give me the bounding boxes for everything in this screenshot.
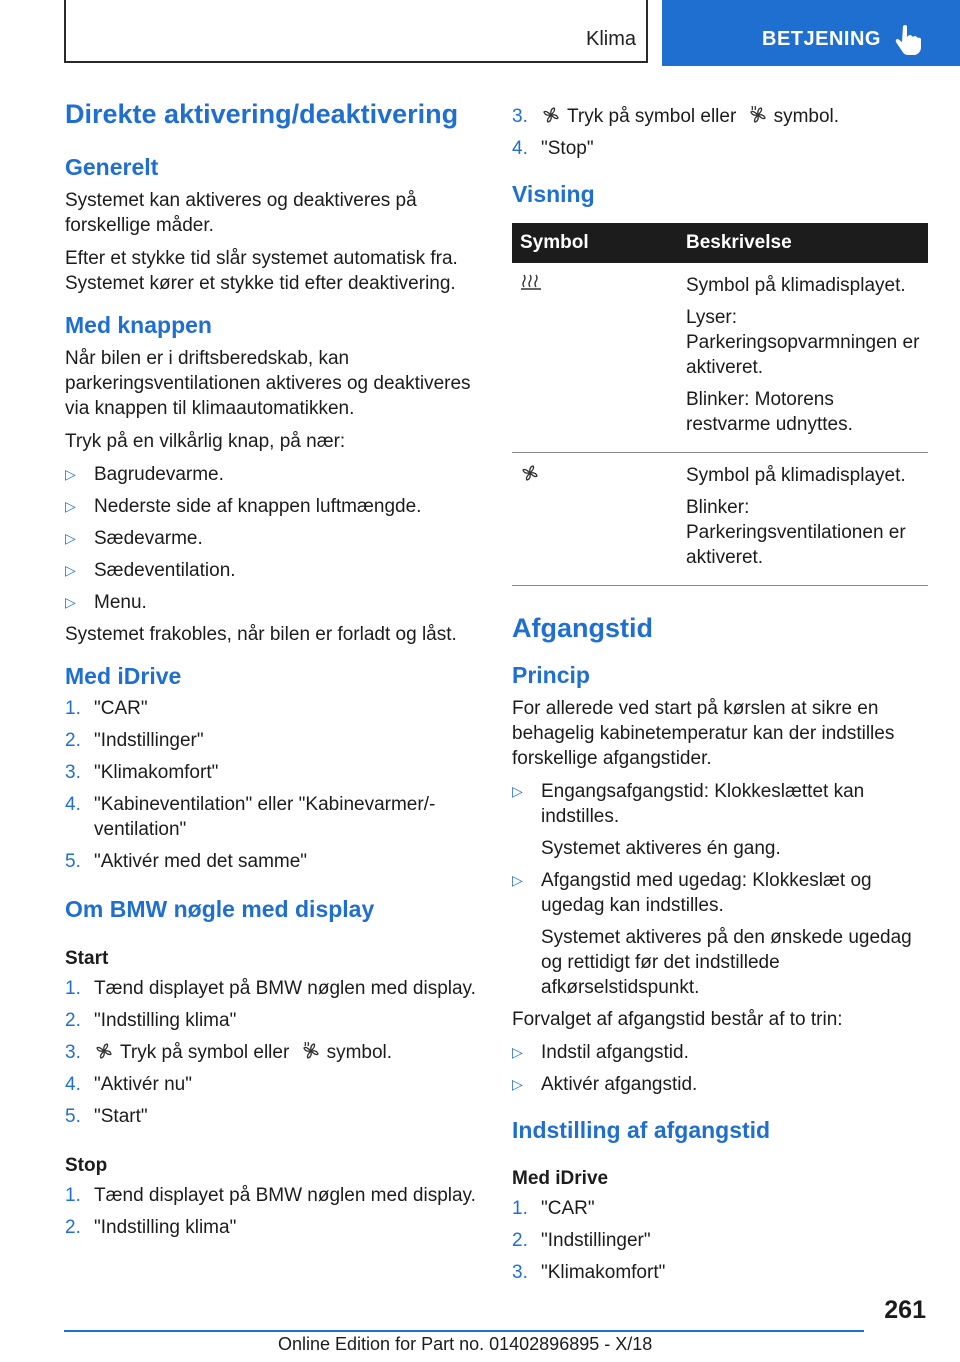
fan-heat-icon bbox=[301, 1041, 321, 1061]
list-item: ▷ Sædeventilation. bbox=[65, 559, 236, 581]
stop-steps bbox=[65, 1183, 485, 1240]
paragraph: Forvalget af afgangstid består af to trin: bbox=[512, 1008, 843, 1030]
triangle-bullet-icon: ▷ bbox=[512, 1043, 523, 1060]
section-title: Klima bbox=[585, 28, 636, 50]
list-item: ▷ Bagrudevarme. bbox=[65, 463, 224, 485]
subheading-indstilling: Indstilling af afgangstid bbox=[512, 1116, 771, 1143]
table-cell-text: Symbol på klimadisplayet. bbox=[686, 464, 906, 486]
step-item: 3. "Klimakomfort" bbox=[65, 762, 219, 784]
subheading-nogle: Om BMW nøgle med display bbox=[65, 896, 375, 923]
start-heading: Start bbox=[65, 947, 109, 969]
table-row bbox=[512, 452, 928, 585]
heat-waves-icon bbox=[520, 273, 542, 293]
idrive-steps bbox=[512, 1196, 928, 1285]
page-number: 261 bbox=[884, 1296, 926, 1324]
paragraph: Når bilen er i driftsberedskab, kan parkeringsventilationen aktiveres og deaktiveres via knappen til klimaautomatikken. bbox=[65, 347, 471, 419]
fan-heat-icon bbox=[748, 105, 768, 125]
footer-edition: Online Edition for Part no. 01402896895 - X/18 bbox=[278, 1334, 653, 1354]
subheading-idrive: Med iDrive bbox=[65, 662, 182, 689]
list-item: ▷ Nederste side af knappen luftmængde. bbox=[65, 495, 422, 517]
triangle-bullet-icon: ▷ bbox=[65, 465, 76, 482]
exception-list bbox=[65, 462, 485, 615]
step-item: 2. "Indstillinger" bbox=[65, 730, 204, 752]
triangle-bullet-icon: ▷ bbox=[65, 497, 76, 514]
list-item: ▷ Afgangstid med ugedag: Klokkeslæt og ugedag kan indstilles. Systemet aktiveres på den ønskede ugedag og rettidigt før det indstillede afkørselstidspunkt. bbox=[512, 869, 912, 998]
chapter-tab-label: BETJENING bbox=[762, 28, 881, 50]
table-cell-text: Symbol på klimadisplayet. bbox=[686, 274, 906, 296]
fan-icon bbox=[94, 1041, 114, 1061]
idrive-steps bbox=[65, 696, 485, 874]
right-column bbox=[512, 104, 928, 1292]
step-item: 5. "Aktivér med det samme" bbox=[65, 851, 308, 873]
triangle-bullet-icon: ▷ bbox=[65, 529, 76, 546]
step-item: 2. "Indstilling klima" bbox=[65, 1009, 237, 1031]
table-cell-text: Blinker: Motorens restvarme udnyttes. bbox=[686, 388, 853, 435]
table-row bbox=[512, 263, 928, 453]
idrive-heading: Med iDrive bbox=[512, 1168, 609, 1190]
triangle-bullet-icon: ▷ bbox=[65, 561, 76, 578]
paragraph: Systemet frakobles, når bilen er forladt og låst. bbox=[65, 623, 457, 645]
list-item: ▷ Sædevarme. bbox=[65, 527, 203, 549]
step-item: 2. "Indstilling klima" bbox=[65, 1216, 237, 1238]
subheading-visning: Visning bbox=[512, 181, 595, 207]
step-item: 3. Tryk på symbol eller symbol. bbox=[65, 1041, 393, 1063]
fan-icon bbox=[520, 463, 540, 483]
left-column bbox=[65, 98, 485, 1247]
triangle-bullet-icon: ▷ bbox=[65, 593, 76, 610]
paragraph: Systemet kan aktiveres og deaktiveres på forskellige måder. bbox=[65, 189, 417, 236]
start-steps bbox=[65, 976, 485, 1129]
step-item: 1. Tænd displayet på BMW nøglen med display. bbox=[65, 1184, 476, 1206]
paragraph: Efter et stykke tid slår systemet automatisk fra. Systemet kører et stykke tid efter deaktivering. bbox=[65, 247, 458, 294]
step-item: 5. "Start" bbox=[65, 1105, 148, 1127]
table-cell-text: Blinker: Parkeringsventilationen er aktiveret. bbox=[686, 496, 906, 568]
symbol-table bbox=[512, 223, 928, 586]
step-item: 2. "Indstillinger" bbox=[512, 1230, 651, 1252]
paragraph: Tryk på en vilkårlig knap, på nær: bbox=[65, 430, 346, 452]
footer-divider bbox=[64, 1330, 864, 1332]
section-heading: Direkte aktivering/deaktivering bbox=[65, 99, 459, 129]
section-heading: Afgangstid bbox=[512, 612, 653, 643]
table-header-description: Beskrivelse bbox=[678, 223, 928, 263]
stop-steps-continued bbox=[512, 104, 928, 161]
list-item: ▷ Engangsafgangstid: Klokkeslættet kan indstilles. Systemet aktiveres én gang. bbox=[512, 780, 865, 859]
stop-heading: Stop bbox=[65, 1154, 108, 1176]
step-item: 1. Tænd displayet på BMW nøglen med display. bbox=[65, 977, 476, 999]
subheading-princip: Princip bbox=[512, 661, 590, 688]
departure-types-list bbox=[512, 779, 928, 1000]
steps-list bbox=[512, 1040, 928, 1097]
chapter-tab[interactable] bbox=[662, 0, 960, 66]
fan-icon bbox=[541, 105, 561, 125]
table-cell-text: Lyser: Parkeringsopvarmningen er aktiveret. bbox=[686, 306, 920, 378]
list-item: ▷ Menu. bbox=[65, 591, 147, 613]
list-item: ▷ Aktivér afgangstid. bbox=[512, 1073, 698, 1095]
step-item: 1. "CAR" bbox=[512, 1198, 595, 1220]
subheading-knappen: Med knappen bbox=[65, 311, 212, 338]
subheading-generelt: Generelt bbox=[65, 154, 159, 181]
table-header-symbol: Symbol bbox=[512, 223, 678, 263]
step-item: 3. "Klimakomfort" bbox=[512, 1262, 666, 1284]
step-item: 3. Tryk på symbol eller symbol. bbox=[512, 106, 840, 127]
triangle-bullet-icon: ▷ bbox=[512, 1075, 523, 1092]
triangle-bullet-icon: ▷ bbox=[512, 782, 523, 799]
step-item: 1. "CAR" bbox=[65, 698, 148, 720]
list-item: ▷ Indstil afgangstid. bbox=[512, 1041, 689, 1063]
step-item: 4. "Stop" bbox=[512, 138, 594, 159]
step-item: 4. "Aktivér nu" bbox=[65, 1073, 192, 1095]
step-item: 4. "Kabineventilation" eller "Kabinevarmer/-ventilation" bbox=[65, 794, 436, 841]
header-frame bbox=[64, 0, 648, 63]
triangle-bullet-icon: ▷ bbox=[512, 871, 523, 888]
hand-pointer-icon bbox=[894, 24, 922, 56]
paragraph: For allerede ved start på kørslen at sikre en behagelig kabinetemperatur kan der indstilles forskellige afgangstider. bbox=[512, 697, 895, 769]
